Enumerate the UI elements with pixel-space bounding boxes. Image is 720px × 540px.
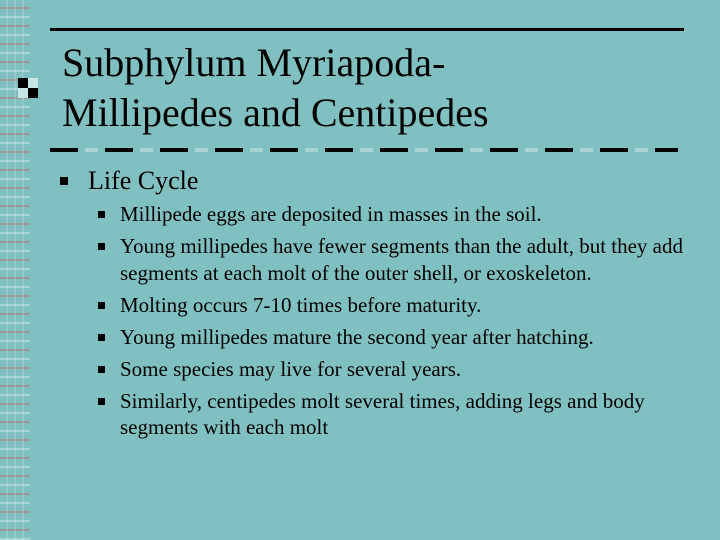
list-item	[96, 356, 686, 383]
list-item	[96, 233, 686, 286]
bullet-square-icon	[98, 398, 105, 405]
list-item	[96, 292, 686, 319]
bullet-square-icon	[98, 334, 105, 341]
list-item	[96, 201, 686, 228]
top-rule	[50, 28, 684, 31]
sub-bullet-list	[96, 201, 686, 446]
title-line-1: Subphylum Myriapoda-	[62, 40, 446, 85]
bullet-square-icon	[98, 366, 105, 373]
bullet-square-icon	[98, 211, 105, 218]
main-bullet-text: Life Cycle	[88, 166, 199, 195]
title-line-2: Millipedes and Centipedes	[62, 90, 489, 135]
title-divider	[50, 148, 678, 152]
bullet-square-icon	[98, 243, 105, 250]
bullet-square-icon	[60, 177, 68, 185]
list-item	[96, 388, 686, 441]
list-item-text: Young millipedes mature the second year after hatching.	[120, 324, 594, 349]
slide-title	[62, 38, 682, 138]
list-item-text: Millipede eggs are deposited in masses in the soil.	[120, 202, 542, 226]
bullet-square-icon	[98, 302, 105, 309]
list-item-text: Some species may live for several years.	[120, 356, 462, 381]
list-item-text: Similarly, centipedes molt several times, adding legs and body segments with each molt	[120, 388, 645, 439]
list-item-text: Molting occurs 7-10 times before maturity.	[120, 292, 482, 317]
title-decor-squares	[18, 78, 46, 106]
list-item-text: Young millipedes have fewer segments than the adult, but they add segments at each molt of the outer shell, or exoskeleton.	[120, 234, 684, 285]
list-item	[96, 324, 686, 351]
